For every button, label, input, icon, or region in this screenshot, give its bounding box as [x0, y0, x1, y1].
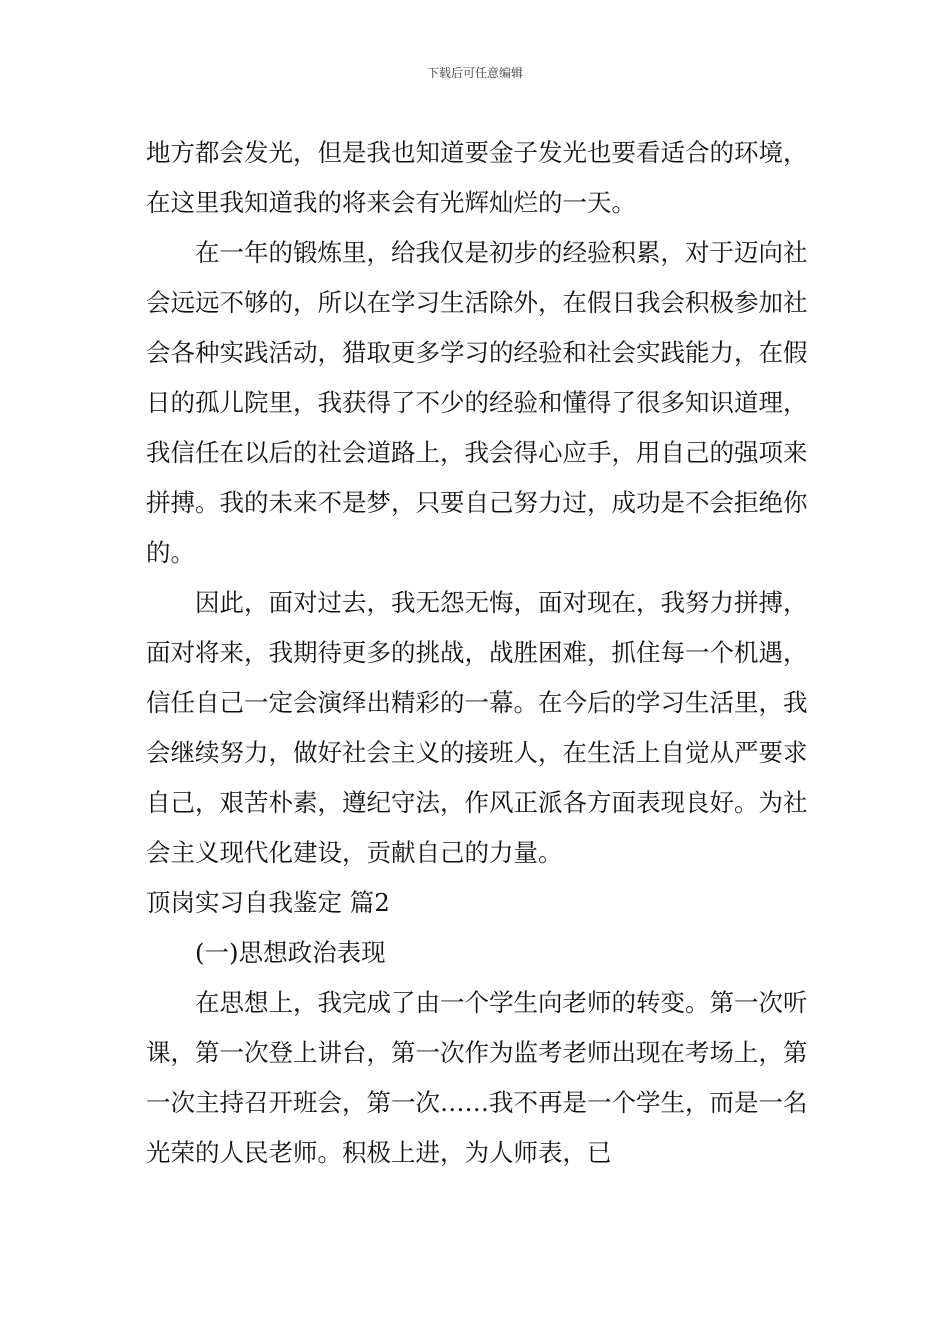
paragraph-3: 因此，面对过去，我无怨无悔，面对现在，我努力拼搏，面对将来，我期待更多的挑战，战胜困难，抓住每一个机遇，信任自己一定会演绎出精彩的一幕。在今后的学习生活里，我会继续努力，做好社会主义的接班人，在生活上自觉从严要求自己，艰苦朴素，遵纪守法，作风正派各方面表现良好。为社会主义现代化建设，贡献自己的力量。: [146, 588, 808, 867]
paragraph-4: 在思想上，我完成了由一个学生向老师的转变。第一次听课，第一次登上讲台，第一次作为监考老师出现在考场上，第一次主持召开班会，第一次……我不再是一个学生，而是一名光荣的人民老师。积极上进，为人师表，已: [146, 988, 808, 1167]
paragraph-continued: 地方都会发光，但是我也知道要金子发光也要看适合的环境，在这里我知道我的将来会有光辉灿烂的一天。: [146, 138, 808, 217]
document-body: [146, 128, 810, 1178]
section-subheading: (一)思想政治表现: [195, 938, 386, 967]
section-heading: 顶岗实习自我鉴定 篇2: [146, 888, 390, 917]
page-header: 下载后可任意编辑: [426, 66, 523, 80]
paragraph-2: 在一年的锻炼里，给我仅是初步的经验积累，对于迈向社会远远不够的，所以在学习生活除外，在假日我会积极参加社会各种实践活动，猎取更多学习的经验和社会实践能力，在假日的孤儿院里，我获得了不少的经验和懂得了很多知识道理，我信任在以后的社会道路上，我会得心应手，用自己的强项来拼搏。我的未来不是梦，只要自己努力过，成功是不会拒绝你的。: [146, 238, 808, 567]
